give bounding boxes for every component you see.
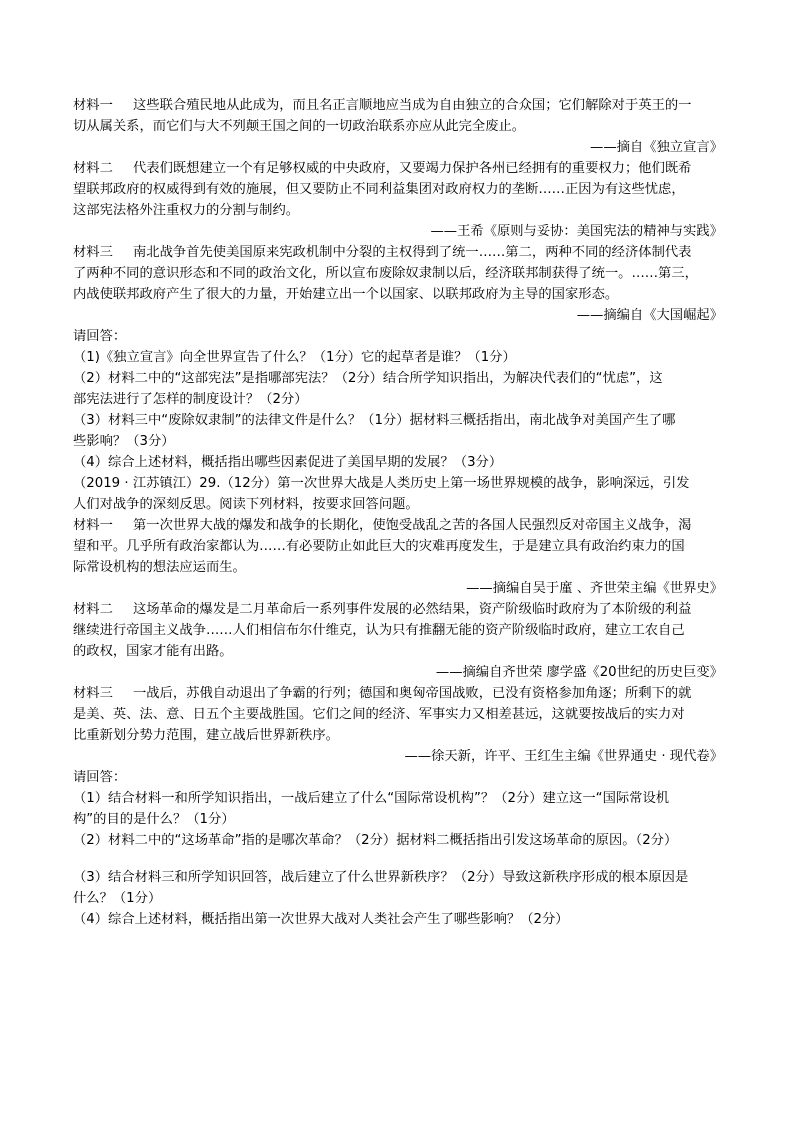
question-line: （2）材料二中的“这场革命”指的是哪次革命？（2分）据材料二概括指出引发这场革命的原因。（2分） — [73, 833, 678, 848]
material-3-source: ——摘编自《大国崛起》 — [576, 308, 723, 323]
material-2-source: ——王希《原则与妥协：美国宪法的精神与实践》 — [430, 224, 723, 239]
material-label: 材料三 — [73, 686, 113, 701]
material-label: 材料三 — [73, 245, 113, 260]
section-2-intro-line-2: 人们对战争的深刻反思。阅读下列材料，按要求回答问题。 — [73, 497, 419, 512]
material-3-line-2: 了两种不同的意识形态和不同的政治文化，所以宣布废除奴隶制以后，经济联邦制获得了统一。……第三， — [73, 266, 698, 281]
material-2-line-3: 的政权，国家才能有出路。 — [73, 644, 233, 659]
material-2-line-2: 继续进行帝国主义战争……人们相信布尔什维克，认为只有推翻无能的资产阶级临时政府，建立工农自己 — [73, 623, 685, 638]
material-1-line-1: 材料一 第一次世界大战的爆发和战争的长期化，使饱受战乱之苦的各国人民强烈反对帝国主义战争，渴 — [73, 515, 723, 536]
question-line: （1)《独立宣言》向全世界宣告了什么？（1分）它的起草者是谁？（1分） — [73, 350, 516, 365]
material-2-line-3: 这部宪法格外注重权力的分割与制约。 — [73, 203, 300, 218]
material-1-line-1: 材料一 这些联合殖民地从此成为，而且名正言顺地应当成为自由独立的合众国；它们解除对于英王的一 — [73, 95, 723, 116]
question-line: （3）结合材料三和所学知识回答，战后建立了什么世界新秩序？（2分）导致这新秩序形成的根本原因是 — [73, 870, 689, 885]
material-1-source: ——摘编自吴于廑 、齐世荣主编《世界史》 — [466, 581, 723, 596]
question-line: （4）综合上述材料，概括指出哪些因素促进了美国早期的发展？（3分） — [73, 455, 503, 470]
material-label: 材料二 — [73, 602, 113, 617]
question-line: （3）材料三中“废除奴隶制”的法律文件是什么？（1分）据材料三概括指出，南北战争对美国产生了哪 — [73, 413, 676, 428]
material-1-line-2: 切从属关系，而它们与大不列颠王国之间的一切政治联系亦应从此完全废止。 — [73, 119, 526, 134]
material-label: 材料一 — [73, 98, 113, 113]
question-line: 些影响？（3分） — [73, 434, 175, 449]
material-2-line-2: 望联邦政府的权威得到有效的施展，但又要防止不同利益集团对政府权力的垄断……正因为有这些忧虑， — [73, 182, 685, 197]
question-line: （1）结合材料一和所学知识指出，一战后建立了什么“国际常设机构”？（2分）建立这一“国际常设机 — [73, 791, 670, 806]
material-3-line-1: 材料三 南北战争首先使美国原来宪政机制中分裂的主权得到了统一……第二，两种不同的经济体制代表 — [73, 242, 723, 263]
material-1-line-2: 望和平。几乎所有政治家都认为……有必要防止如此巨大的灾难再度发生，于是建立具有政治约束力的国 — [73, 539, 685, 554]
material-2-line-1: 材料二 代表们既想建立一个有足够权威的中央政府，又要竭力保护各州已经拥有的重要权力；他们既希 — [73, 158, 723, 179]
material-3-line-2: 是美、英、法、意、日五个主要战胜国。它们之间的经济、军事实力又相差甚远，这就要按战后的实力对 — [73, 707, 685, 722]
section-2-intro-line-1: （2019 · 江苏镇江）29.（12分）第一次世界大战是人类历史上第一场世界规模的战争，影响深远，引发 — [73, 476, 690, 491]
material-1-source: ——摘自《独立宣言》 — [590, 140, 723, 155]
material-2-line-1: 材料二 这场革命的爆发是二月革命后一系列事件发展的必然结果，资产阶级临时政府为了本阶级的利益 — [73, 599, 723, 620]
material-3-source: ——徐天新，许平、王红生主编《世界通史 · 现代卷》 — [404, 749, 723, 764]
material-label: 材料一 — [73, 518, 113, 533]
question-line: 部宪法进行了怎样的制度设计？（2分） — [73, 392, 308, 407]
material-3-line-1: 材料三 一战后，苏俄自动退出了争霸的行列；德国和奥匈帝国战败，已没有资格参加角逐；所剩下的就 — [73, 683, 723, 704]
material-1-line-3: 际常设机构的想法应运而生。 — [73, 560, 246, 575]
material-3-line-3: 比重新划分势力范围，建立战后世界新秩序。 — [73, 728, 339, 743]
material-2-source: ——摘编自齐世荣 廖学盛《20世纪的历史巨变》 — [435, 665, 723, 680]
material-3-line-3: 内战使联邦政府产生了很大的力量，开始建立出一个以国家、以联邦政府为主导的国家形态。 — [73, 287, 619, 302]
question-line: 什么？（1分） — [73, 891, 162, 906]
question-line: （4）综合上述材料，概括指出第一次世界大战对人类社会产生了哪些影响？（2分） — [73, 912, 569, 927]
question-line: （2）材料二中的“这部宪法”是指哪部宪法？（2分）结合所学知识指出，为解决代表们的“忧虑”，这 — [73, 371, 663, 386]
material-label: 材料二 — [73, 161, 113, 176]
question-line: 构”的目的是什么？（1分） — [73, 812, 235, 827]
answer-prompt: 请回答： — [73, 329, 127, 344]
answer-prompt: 请回答： — [73, 770, 127, 785]
